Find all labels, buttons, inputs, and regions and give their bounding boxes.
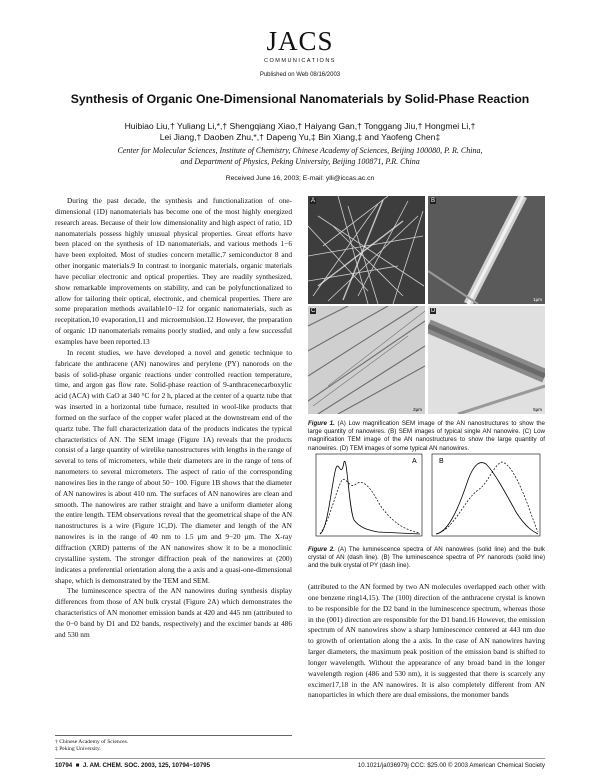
affiliation-line-2: and Department of Physics, Peking University, Beijing 100871, P.R. China [180,156,420,166]
figure-1-caption-label: Figure 1. [308,420,335,427]
footer-citation: 10794 ■ J. AM. CHEM. SOC. 2003, 125, 10794−10795 [55,762,211,769]
panel-label-b: B [431,198,436,204]
sem-nanowires-image [308,196,425,304]
figure-1-caption [308,420,545,453]
figure-2-spectra [308,450,545,542]
figure-1-panel-c [308,306,425,414]
footer-doi: 10.1021/ja036979j CCC: $25.00 © 2003 American Chemical Society [357,762,545,769]
figure-1-panel-b [428,196,545,304]
spectra-label-a: A [412,458,417,465]
published-date: Published on Web 08/16/2003 [259,72,341,78]
spectra-label-b: B [439,458,444,465]
journal-logo-subtitle: COMMUNICATIONS [264,58,336,64]
panel-label-c: C [311,308,316,314]
author-list [60,121,540,143]
figure-2-caption-text: (A) The luminescence spectra of AN nanowires (solid line) and the bulk crystal of AN (dash line). (B) The luminescence spectra of PY nanorods (solid line) and the bulk crystal of PY (dash line). [308,546,545,570]
sem-single-nanowire-image [428,196,545,304]
affiliation-line-1: Center for Molecular Sciences, Institute of Chemistry, Chinese Academy of Sciences, Beijing 100080, P. R. China, [117,146,483,155]
tem-nanowires-image [308,306,425,414]
tem-typical-nanowires-image [428,306,545,414]
figure-1-panel-a [308,196,425,304]
page-number: 10794 [55,762,73,769]
spectra-panel-a [316,454,422,536]
journal-logo-text: JACS [266,26,334,56]
footnotes [55,735,292,753]
footnote-cas: † Chinese Academy of Sciences. [55,739,129,745]
paragraph-method: In recent studies, we have developed a novel and genetic technique to fabricate the anthracene (AN) nanowires and perylene (PY) nanorods on the basis of solid-phase organic reactions under controlled reaction temperature, time, and argon gas flow rate. Solid-phase reaction of 9-anthracenecarboxylic acid (ACA) with CaO at 340 °C for 2 h, placed at the center of a quartz tube that was inserted in a horizontal tube furnace, resulted in wool-like products that formed on the surface of the copper wafer placed at the downstream end of the quartz tube. The full characterization data of the products indicates the typical characteristics of AN. The SEM image (Figure 1A) reveals that the products consist of a large quantity of wirelike nanostructures with lengths in the range of several to tens of micrometers, while their diameters are in the range of tens of nanometers to several micrometers. The aspect of ratio of the corresponding nanowires lies in the range of about 50− 100. Figure 1B shows that the diameter of AN nanowires is about 410 nm. The surfaces of AN nanowires are clean and smooth. The nanowires are rather straight and have a uniform diameter along the entire length. TEM observations reveal that the geometrical shape of the AN nanostructures is a wire (Figure 1C,D). The diameter and length of the AN nanowires is in the range of 40 nm to 1.5 μm and 9−20 μm. The X-ray diffraction (XRD) patterns of the AN nanowires show it to be a monoclinic crystalline system. The stronger diffraction peak of the nanowires at (200) indicates a preferential orientation along the a axis and a quasi-one-dimensional shape, which is demonstrated by the TEM and SEM. [55,347,292,585]
affiliations [70,146,530,167]
paragraph-continued: (attributed to the AN formed by two AN molecules overlapped each other with one benzene ring14,15). The (100) direction of the anthracene crystal is known to be responsible for the D2 band in the luminescence spectrum, whereas those in the (001) direction are responsible for the D1 band.16 However, the emission spectrum of AN nanowires show a sharp luminescence centered at 443 nm due to growth of orientation along the a axis. In the case of AN nanowires having larger diameters, the maximum peak position of the emission band is shifted to longer wavelength. Without the appearance of any broad band in the longer wavelength region (486 and 530 nm), it is suggested that there is scarcely any excimer17,18 in the AN nanowires. It is also completely different from AN nanoparticles in which there are dual emissions, the monomer bands [308,582,545,700]
scale-bar-a-b: 1μm [533,297,542,302]
figure-1-caption-text: (A) Low magnification SEM image of the AN nanostructures to show the large quantity of nanowires. (B) SEM images of typical single AN nanowire. (C) Low magnification TEM image of the AN nanostructures to show the large quantity of nanowires. (D) TEM images of some typical AN nanowires. [308,420,545,452]
authors-line-1: Huibiao Liu,† Yuliang Li,*,† Shengqiang Xiao,† Haiyang Gan,† Tonggang Jiu,† Hongmei Li,† [124,121,476,131]
scale-bar-d: 5μm [533,407,542,412]
journal-logo [0,26,600,64]
paragraph-luminescence: The luminescence spectra of the AN nanowires during synthesis display differences from those of AN bulk crystal (Figure 2A) which demonstrates the characteristics of AN monomer emission bands at 420 and 445 nm (attributed to the 0−0 band by D1 and D2 bands, respectively) and the excimer bands at 486 and 530 nm [55,586,292,639]
panel-label-a: A [311,198,316,204]
figure-2-caption [308,546,545,571]
body-left-column [55,196,292,641]
journal-citation: J. AM. CHEM. SOC. 2003, 125, 10794−10795 [82,762,211,769]
article-title: Synthesis of Organic One-Dimensional Nanomaterials by Solid-Phase Reaction [70,92,530,106]
received-line: Received June 16, 2003; E-mail: ylli@iccas.ac.cn [225,175,375,182]
authors-line-2: Lei Jiang,† Daoben Zhu,*,† Dapeng Yu,‡ Bin Xiang,‡ and Yaofeng Chen‡ [159,132,441,142]
panel-label-d: D [431,308,436,314]
footnote-pku: ‡ Peking University. [55,746,101,752]
luminescence-spectra-plot [308,450,545,542]
spectra-panel-b [432,454,540,536]
figure-1-panel-d [428,306,545,414]
body-right-column [308,582,545,701]
page-footer [55,758,545,769]
paragraph-intro: During the past decade, the synthesis and functionalization of one-dimensional (1D) nanomaterials has become one of the most highly energized research areas. Because of their low dimensionality and high aspect of ratio, 1D nanomaterials possess highly unusual physical properties. Great efforts have been placed on the synthesis of 1D nanomaterials, and various methods 1−6 have been exploited. Most of studies concern metallic,7 semiconductor 8 and other inorganic materials.9 In contrast to inorganic materials, organic materials have peculiar electronic and optical properties. They are readily synthesized, show remarkable improvements on stability, and can be polyfunctionalized to allow for tailoring their optical, electronic, and chemical properties. There are some preparation methods available10−12 for organic nanomaterials, such as recepitation,10 evaporation,11 and microemulsion.12 However, the preparation of organic 1D nanomaterials remains poorly studied, and only a few successful examples have been reported.13 [55,196,292,346]
scale-bar-c: 2μm [413,407,422,412]
figure-1-micrographs [308,196,545,414]
figure-2-caption-label: Figure 2. [308,546,335,553]
